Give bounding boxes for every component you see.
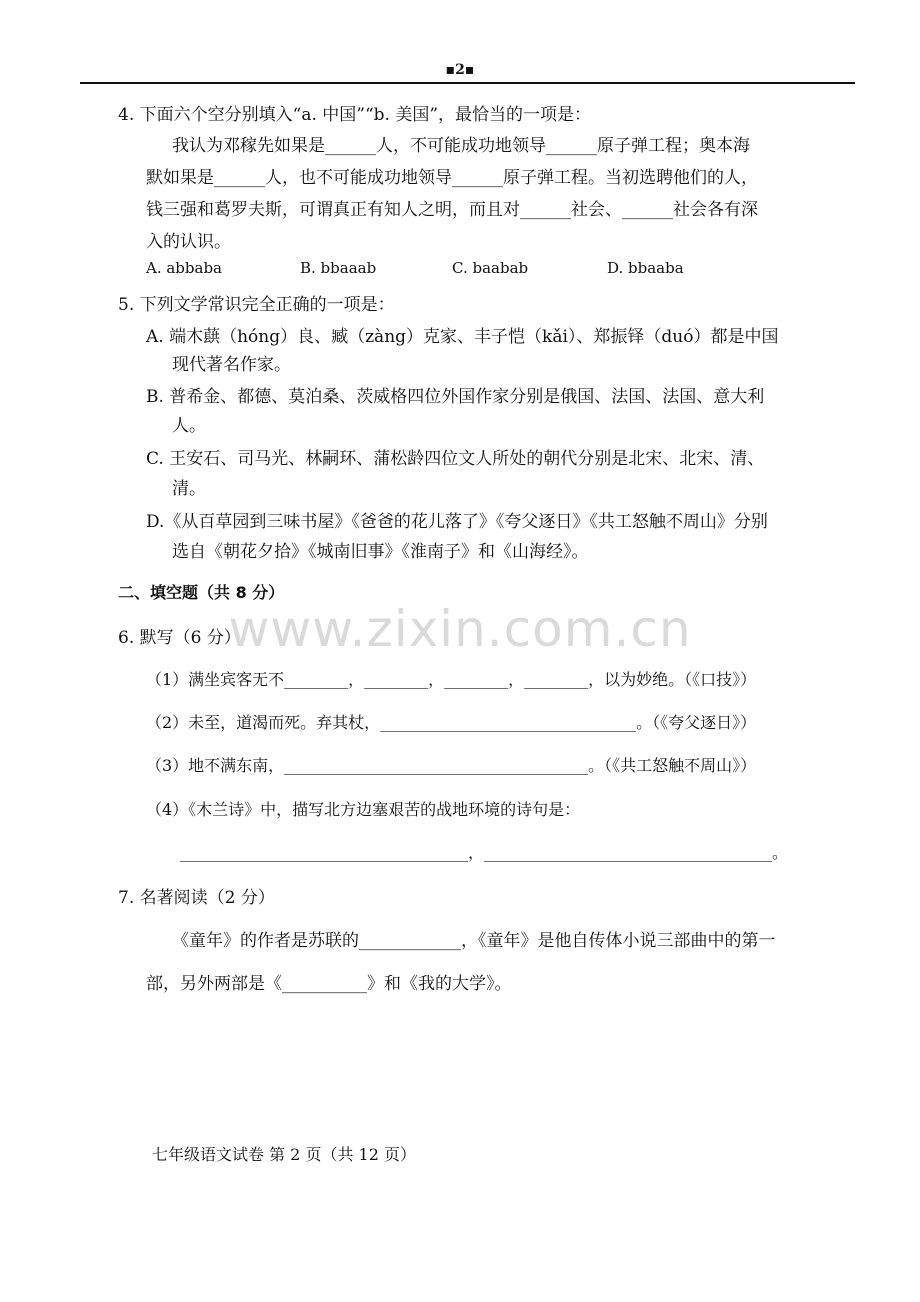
- q4-option-d: D. bbaaba: [607, 259, 684, 277]
- q5-option-a: A. 端木蕻（hóng）良、臧（zàng）克家、丰子恺（kǎi）、郑振铎（duó）都是中国: [146, 327, 779, 347]
- q5-option-d-cont: 选自《朝花夕拾》《城南旧事》《淮南子》和《山海经》。: [172, 542, 589, 562]
- q6-item-1: （1）满坐宾客无不________，________，________，________，以为妙绝。（《口技》）: [146, 670, 757, 689]
- watermark: www.zixin.com.cn: [228, 600, 692, 658]
- header-rule: [80, 82, 855, 84]
- q7-line-2: 部，另外两部是《__________》和《我的大学》。: [146, 974, 512, 994]
- q4-stem: 4. 下面六个空分别填入“a. 中国”“b. 美国”，最恰当的一项是：: [118, 105, 592, 125]
- q5-option-a-cont: 现代著名作家。: [172, 355, 291, 375]
- q5-option-b-cont: 人。: [172, 416, 206, 436]
- q6-item-3: （3）地不满东南，______________________________________。（《共工怒触不周山》）: [146, 756, 757, 775]
- q5-option-c-cont: 清。: [172, 479, 206, 499]
- q6-answer-line: ____________________________________，____________________________________。: [180, 843, 788, 862]
- q5-option-c: C. 王安石、司马光、林嗣环、蒲松龄四位文人所处的朝代分别是北宋、北宋、清、: [146, 449, 765, 469]
- q5-option-d: D.《从百草园到三味书屋》《爸爸的花儿落了》《夸父逐日》《共工怒触不周山》分别: [146, 512, 768, 532]
- q7-line-1: 《童年》的作者是苏联的____________，《童年》是他自传体小说三部曲中的第一: [172, 931, 776, 951]
- page-number-marker: ▪2▪: [445, 62, 475, 78]
- q6-stem: 6. 默写（6 分）: [118, 628, 241, 648]
- q4-option-c: C. baabab: [452, 259, 529, 277]
- q6-item-2: （2）未至，道渴而死。弃其杖，________________________________。（《夸父逐日》）: [146, 713, 757, 732]
- q4-passage-line: 我认为邓稼先如果是______人，不可能成功地领导______原子弹工程；奥本海: [172, 136, 750, 156]
- q4-passage-line: 默如果是______人，也不可能成功地领导______原子弹工程。当初选聘他们的人，: [146, 168, 758, 188]
- section-title: 二、填空题（共 8 分）: [118, 583, 285, 602]
- q4-passage-line: 钱三强和葛罗夫斯，可谓真正有知人之明，而且对______社会、______社会各有深: [146, 200, 758, 220]
- q7-stem: 7. 名著阅读（2 分）: [118, 888, 275, 908]
- q4-option-a: A. abbaba: [146, 259, 223, 277]
- q6-item-4: （4）《木兰诗》中，描写北方边塞艰苦的战地环境的诗句是：: [146, 800, 581, 819]
- q4-option-b: B. bbaaab: [300, 259, 377, 277]
- page-footer: 七年级语文试卷 第 2 页（共 12 页）: [152, 1145, 416, 1164]
- q5-option-b: B. 普希金、都德、莫泊桑、茨威格四位外国作家分别是俄国、法国、法国、意大利: [146, 387, 765, 407]
- q4-passage-line: 入的认识。: [146, 232, 231, 252]
- q5-stem: 5. 下列文学常识完全正确的一项是：: [118, 295, 395, 315]
